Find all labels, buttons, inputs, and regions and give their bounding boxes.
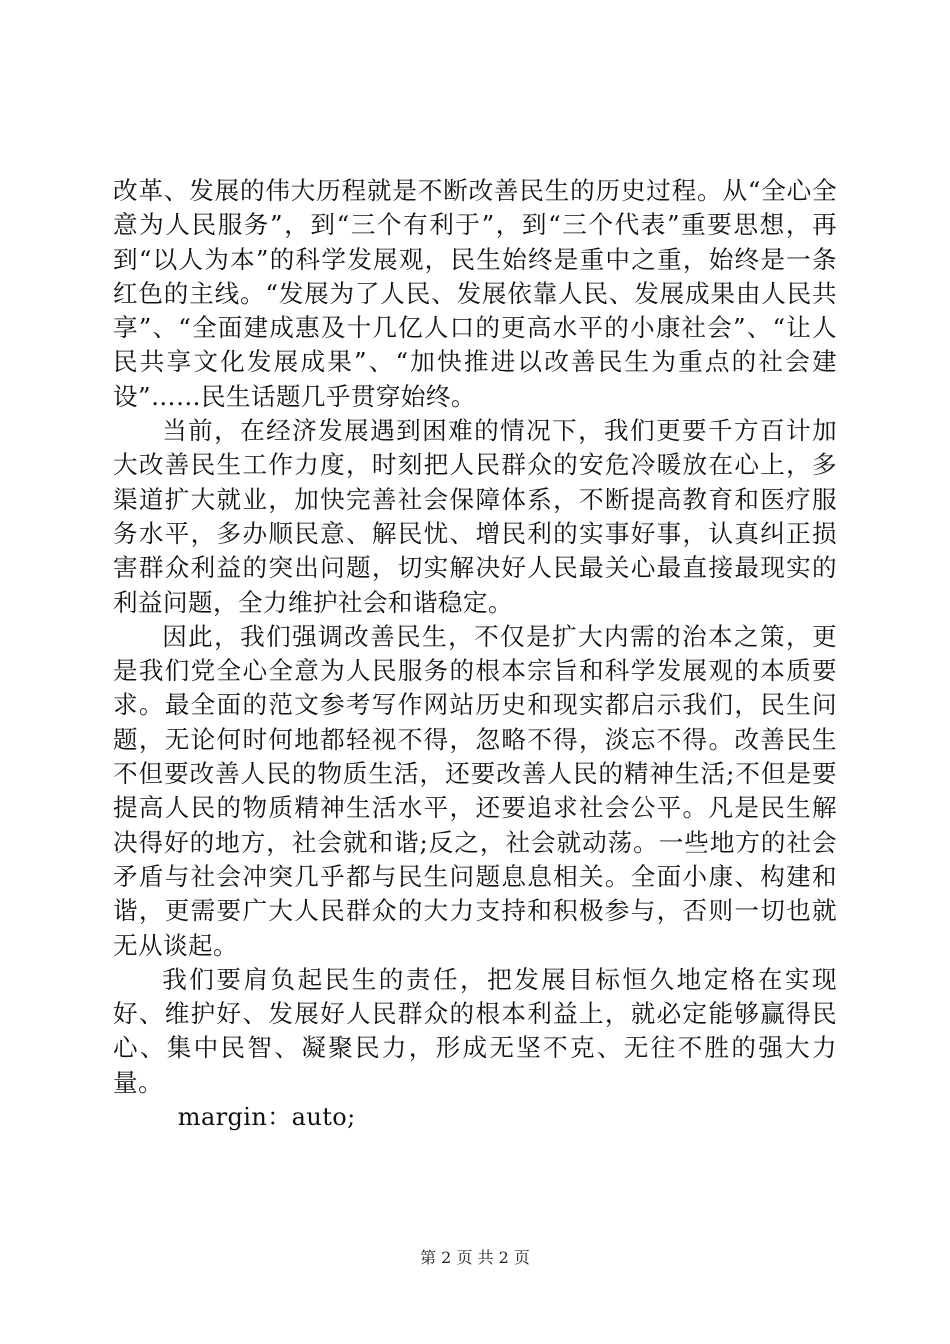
paragraph-1: 改革、发展的伟大历程就是不断改善民生的历史过程。从“全心全意为人民服务”，到“三个有利于”，到“三个代表”重要思想，再到“以人为本”的科学发展观，民生始终是重中之重，始终是一条红色的主线。“发展为了人民、发展依靠人民、发展成果由人民共享”、“全面建成惠及十几亿人口的更高水平的小康社会”、“让人民共享文化发展成果”、“加快推进以改善民生为重点的社会建设”……民生话题几乎贯穿始终。: [113, 176, 837, 411]
document-body: [113, 174, 837, 1134]
page-footer: 第 2 页 共 2 页: [420, 1248, 530, 1267]
paragraph-2: 当前，在经济发展遇到困难的情况下，我们更要千方百计加大改善民生工作力度，时刻把人民群众的安危冷暖放在心上，多渠道扩大就业，加快完善社会保障体系，不断提高教育和医疗服务水平，多办顺民意、解民忧、增民利的实事好事，认真纠正损害群众利益的突出问题，切实解决好人民最关心最直接最现实的利益问题，全力维护社会和谐稳定。: [113, 416, 837, 617]
paragraph-3: 因此，我们强调改善民生，不仅是扩大内需的治本之策，更是我们党全心全意为人民服务的根本宗旨和科学发展观的本质要求。最全面的范文参考写作网站历史和现实都启示我们，民生问题，无论何时何地都轻视不得，忽略不得，淡忘不得。改善民生不但要改善人民的物质生活，还要改善人民的精神生活;不但是要提高人民的物质精神生活水平，还要追求社会公平。凡是民生解决得好的地方，社会就和谐;反之，社会就动荡。一些地方的社会矛盾与社会冲突几乎都与民生问题息息相关。全面小康、构建和谐，更需要广大人民群众的大力支持和积极参与，否则一切也就无从谈起。: [113, 621, 837, 960]
paragraph-4: 我们要肩负起民生的责任，把发展目标恒久地定格在实现好、维护好、发展好人民群众的根本利益上，就必定能够赢得民心、集中民智、凝聚民力，形成无坚不克、无往不胜的强大力量。: [113, 964, 837, 1097]
stray-css-text: margin：auto;: [177, 1103, 356, 1132]
